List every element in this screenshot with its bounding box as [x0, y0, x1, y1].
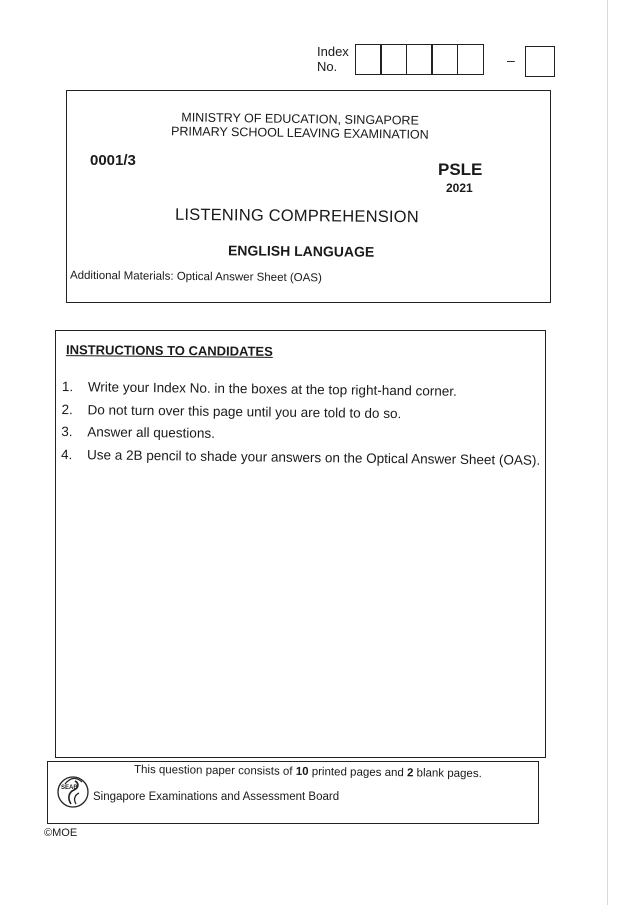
ministry-name: MINISTRY OF EDUCATION, SINGAPORE — [181, 110, 419, 128]
copyright-notice: ©MOE — [44, 827, 78, 839]
index-digit-box[interactable] — [406, 44, 433, 75]
instructions-title: INSTRUCTIONS TO CANDIDATES — [65, 342, 273, 359]
index-no-label: Index No. — [317, 44, 349, 74]
instruction-item: 1. Write your Index No. in the boxes at the top right-hand corner. — [61, 378, 457, 399]
index-digit-box[interactable] — [355, 44, 382, 75]
additional-materials: Additional Materials: Optical Answer Sheet (OAS) — [69, 269, 322, 285]
index-check-box[interactable] — [525, 46, 555, 77]
ministry-heading — [150, 110, 450, 142]
board-name: Singapore Examinations and Assessment Board — [93, 791, 340, 803]
page-edge-line — [607, 0, 608, 905]
paper-code: 0001/3 — [90, 152, 136, 169]
instruction-item: 2. Do not turn over this page until you are told to do so. — [61, 401, 402, 421]
index-no-boxes — [356, 44, 484, 75]
index-digit-box[interactable] — [380, 44, 407, 75]
instruction-item: 3. Answer all questions. — [61, 423, 215, 441]
seab-logo-text: SEAB — [61, 785, 78, 791]
printed-pages-count: 10 — [295, 765, 309, 779]
instructions-list — [61, 376, 542, 472]
exam-short-name: PSLE — [438, 160, 483, 179]
seab-logo-icon — [55, 768, 91, 812]
index-digit-box[interactable] — [457, 44, 484, 75]
blank-pages-count: 2 — [406, 767, 414, 780]
index-digit-box[interactable] — [431, 44, 458, 75]
exam-year: 2021 — [446, 181, 473, 195]
exam-name: PRIMARY SCHOOL LEAVING EXAMINATION — [170, 124, 429, 142]
index-dash: – — [507, 52, 515, 68]
instruction-item: 4. Use a 2B pencil to shade your answers on the Optical Answer Sheet (OAS). — [60, 446, 541, 468]
page-count-note: This question paper consists of 10 printed pages and 2 blank pages. — [133, 763, 482, 781]
paper-subject: LISTENING COMPREHENSION — [174, 205, 419, 227]
paper-language: ENGLISH LANGUAGE — [227, 242, 375, 260]
